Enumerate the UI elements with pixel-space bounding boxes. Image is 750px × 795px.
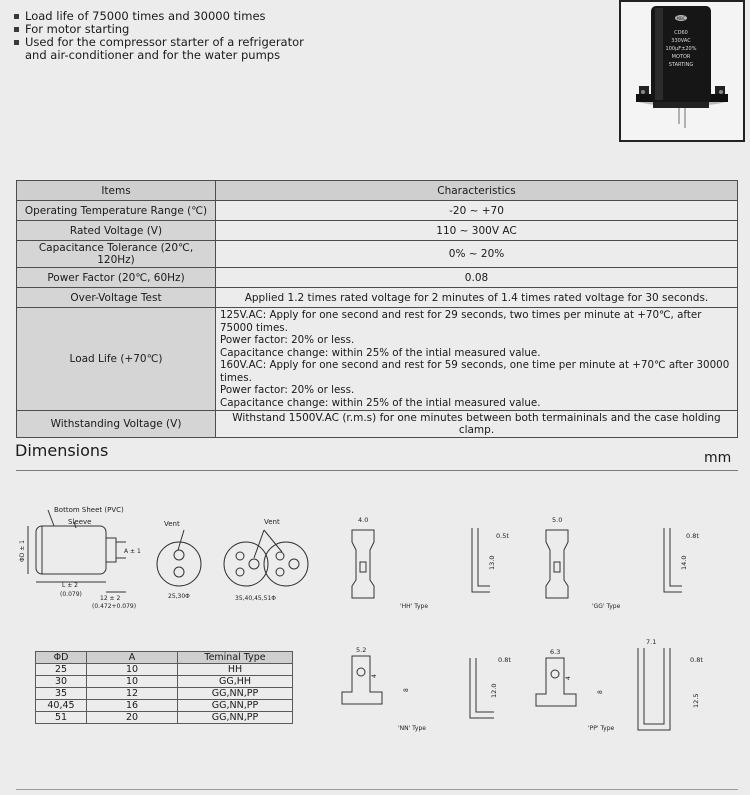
svg-text:100µF±20%: 100µF±20%: [665, 46, 697, 52]
bullet-icon: [14, 40, 19, 45]
table-row: 25 10 HH: [36, 664, 293, 676]
spec-item: Rated Voltage (V): [17, 221, 216, 241]
table-row: 51 20 GG,NN,PP: [36, 712, 293, 724]
spec-item: Over-Voltage Test: [17, 288, 216, 308]
pp-terminal-side: [638, 648, 670, 730]
spec-value: 0.08: [216, 268, 738, 288]
svg-text:(0.079): (0.079): [60, 591, 82, 598]
feature-item: Load life of 75000 times and 30000 times: [14, 10, 314, 23]
capacitor-image: [621, 2, 743, 140]
col-header: Teminal Type: [178, 652, 293, 664]
svg-text:0.8t: 0.8t: [690, 656, 703, 664]
hh-terminal-front: [352, 530, 374, 598]
spec-row: [17, 221, 738, 241]
svg-text:5.0: 5.0: [552, 516, 563, 524]
table-row: 35 12 GG,NN,PP: [36, 688, 293, 700]
terminal-type-table: [35, 651, 293, 724]
bullet-icon: [14, 14, 19, 19]
spec-value: 0% ~ 20%: [216, 241, 738, 268]
dimensions-title: Dimensions: [15, 441, 109, 460]
characteristics-header: Characteristics: [216, 181, 738, 201]
cap-end-large-a: [224, 542, 268, 586]
spec-item: Operating Temperature Range (℃): [17, 201, 216, 221]
spec-table: [16, 180, 738, 438]
spec-row: [17, 201, 738, 221]
feature-item: Used for the compressor starter of a refrigerator and air-conditioner and for the water pumps: [14, 36, 314, 62]
svg-text:0.5t: 0.5t: [496, 532, 509, 540]
svg-text:12.5: 12.5: [692, 693, 700, 708]
svg-text:'PP' Type: 'PP' Type: [588, 725, 615, 732]
spec-header-row: [17, 181, 738, 201]
svg-text:CD60: CD60: [674, 30, 688, 36]
svg-text:14.0: 14.0: [680, 555, 688, 570]
svg-text:4: 4: [371, 674, 378, 678]
svg-text:25,30Φ: 25,30Φ: [168, 593, 190, 600]
terminal-table-header: [36, 652, 293, 664]
spec-row: [17, 268, 738, 288]
spec-row-load-life: [17, 308, 738, 411]
table-row: 40,45 16 GG,NN,PP: [36, 700, 293, 712]
svg-text:12 ± 2: 12 ± 2: [100, 595, 121, 602]
svg-text:4.0: 4.0: [358, 516, 369, 524]
product-photo: [619, 0, 745, 142]
svg-text:13.0: 13.0: [488, 555, 496, 570]
spec-row: [17, 241, 738, 268]
svg-text:MOTOR: MOTOR: [671, 54, 691, 60]
pp-terminal-front: [536, 658, 576, 706]
svg-text:L ± 2: L ± 2: [62, 582, 79, 589]
spec-item: Power Factor (20℃, 60Hz): [17, 268, 216, 288]
spec-row: [17, 411, 738, 438]
unit-label: mm: [704, 450, 732, 466]
capacitor-outline-drawing: [14, 500, 314, 620]
col-header: A: [87, 652, 178, 664]
svg-text:ΦD ± 1: ΦD ± 1: [19, 539, 26, 562]
bullet-icon: [14, 27, 19, 32]
terminal-drawings: [330, 508, 740, 748]
cap-end-small: [157, 542, 201, 586]
svg-text:330VAC: 330VAC: [671, 38, 691, 44]
svg-text:'NN' Type: 'NN' Type: [398, 725, 426, 732]
svg-text:12.0: 12.0: [490, 683, 498, 698]
svg-text:STARTING: STARTING: [668, 62, 694, 68]
table-row: 30 10 GG,HH: [36, 676, 293, 688]
gg-terminal-front: [546, 530, 568, 598]
spec-item: Capacitance Tolerance (20℃, 120Hz): [17, 241, 216, 268]
spec-item: Load Life (+70℃): [17, 308, 216, 411]
svg-text:Vent: Vent: [264, 518, 280, 526]
spec-value: Applied 1.2 times rated voltage for 2 minutes of 1.4 times rated voltage for 30 seconds.: [216, 288, 738, 308]
svg-text:35,40,45,51Φ: 35,40,45,51Φ: [235, 595, 276, 602]
svg-text:A ± 1: A ± 1: [124, 548, 141, 555]
spec-value: Withstand 1500V.AC (r.m.s) for one minutes between both termaininals and the case holding clamp.: [216, 411, 738, 438]
spec-value: -20 ~ +70: [216, 201, 738, 221]
divider: [16, 789, 738, 790]
svg-text:'GG' Type: 'GG' Type: [592, 603, 621, 610]
can-outline: [36, 526, 106, 574]
svg-text:8: 8: [597, 690, 604, 694]
load-life-value: 125V.AC: Apply for one second and rest for 29 seconds, two times per minute at +70℃, after 75000 times. Power factor: 20% or less. Capacitance change: within 25% of the intial measured value. 160V.AC: Apply for one second and rest for 59 seconds, one time per minute at +70℃ after 30000 times. Power factor: 20% or less. Capacitance change: within 25% of the intial measured value.: [216, 308, 738, 411]
svg-text:4: 4: [565, 676, 572, 680]
svg-text:Bottom Sheet (PVC): Bottom Sheet (PVC): [54, 506, 124, 514]
spec-value: 110 ~ 300V AC: [216, 221, 738, 241]
cap-end-large-b: [264, 542, 308, 586]
svg-text:Vent: Vent: [164, 520, 180, 528]
svg-text:(0.472+0.079): (0.472+0.079): [92, 603, 137, 610]
svg-text:5.2: 5.2: [356, 646, 367, 654]
svg-text:6.3: 6.3: [550, 648, 561, 656]
feature-item: For motor starting: [14, 23, 314, 36]
feature-list: [14, 10, 314, 62]
svg-text:8: 8: [403, 688, 410, 692]
items-header: Items: [17, 181, 216, 201]
svg-text:Sleeve: Sleeve: [68, 518, 92, 526]
svg-text:MBC: MBC: [676, 16, 686, 21]
spec-row: [17, 288, 738, 308]
col-header: ΦD: [36, 652, 87, 664]
svg-text:'HH' Type: 'HH' Type: [400, 603, 429, 610]
svg-text:0.8t: 0.8t: [686, 532, 699, 540]
svg-text:0.8t: 0.8t: [498, 656, 511, 664]
svg-text:7.1: 7.1: [646, 638, 657, 646]
spec-item: Withstanding Voltage (V): [17, 411, 216, 438]
divider: [16, 470, 738, 471]
nn-terminal-front: [342, 656, 382, 704]
